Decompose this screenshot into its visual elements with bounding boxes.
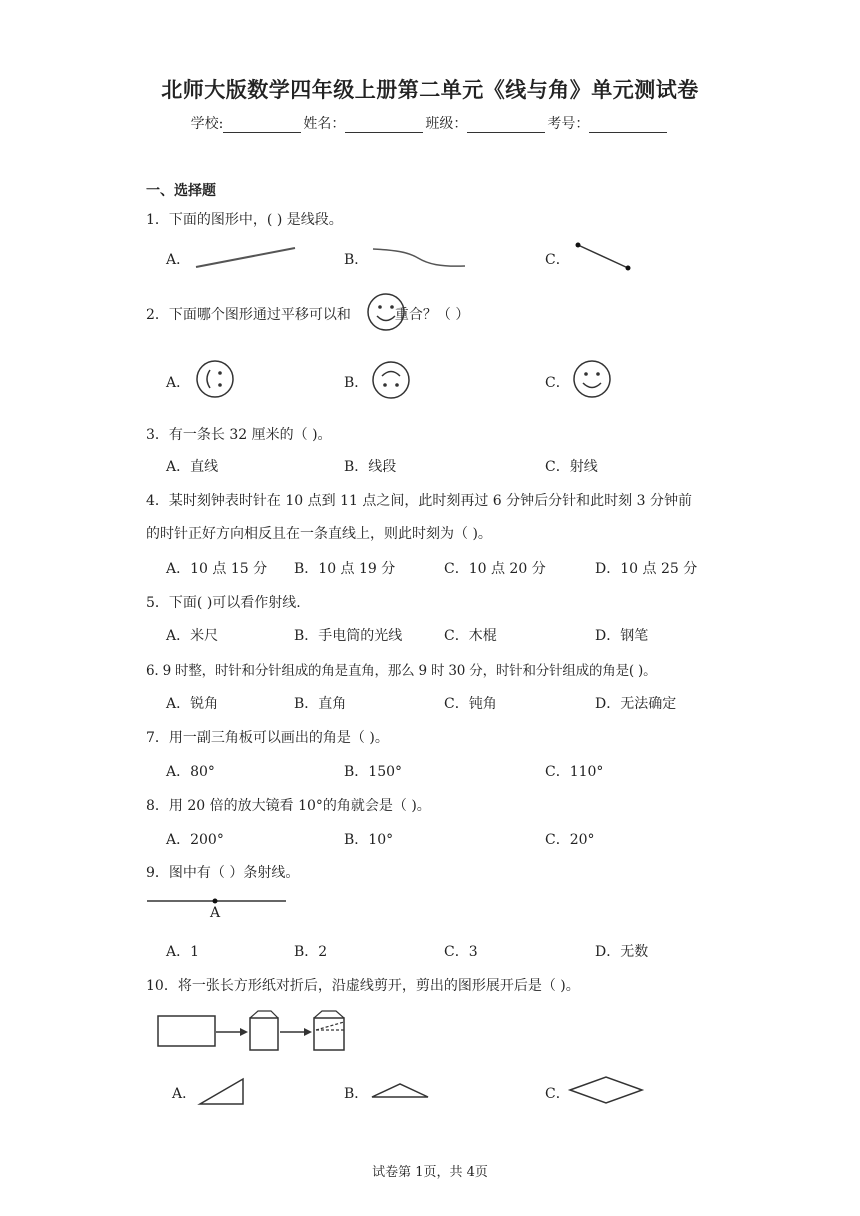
question-10-stem: 10．将一张长方形纸对折后，沿虚线剪开，剪出的图形展开后是（ )。 — [146, 978, 580, 994]
q8-option-b[interactable]: B．10° — [344, 832, 394, 848]
q9-option-a[interactable]: A．1 — [166, 944, 200, 960]
q10-dashed-cut-line — [316, 1022, 344, 1030]
q4-option-a[interactable]: A．10 点 15 分 — [166, 561, 268, 577]
question-5-stem: 5．下面( )可以看作射线. — [146, 595, 301, 611]
q6-option-c[interactable]: C．钝角 — [444, 696, 497, 712]
question-1-stem: 1．下面的图形中，( ) 是线段。 — [146, 212, 343, 228]
q3-option-c[interactable]: C．射线 — [545, 459, 598, 475]
page-title: 北师大版数学四年级上册第二单元《线与角》单元测试卷 — [161, 77, 699, 102]
page-footer: 试卷第 1页，共 4页 — [372, 1165, 488, 1180]
q10-option-a-right-triangle — [200, 1079, 243, 1104]
q2-option-c[interactable]: C． — [545, 375, 570, 391]
q10-option-b[interactable]: B． — [344, 1086, 369, 1102]
q7-option-c[interactable]: C．110° — [545, 764, 604, 780]
section-title: 一、选择题 — [146, 183, 216, 199]
q9-point-label: A — [210, 905, 221, 921]
q10-option-b-triangle — [372, 1084, 428, 1097]
q5-option-c[interactable]: C．木棍 — [444, 628, 497, 644]
q9-option-d[interactable]: D．无数 — [595, 944, 649, 960]
exam-no-label: 考号： — [547, 116, 590, 132]
q1-option-a[interactable]: A． — [166, 252, 191, 268]
q10-cut-paper — [314, 1018, 344, 1050]
q6-option-a[interactable]: A．锐角 — [166, 696, 219, 712]
question-3-stem: 3．有一条长 32 厘米的（ )。 — [146, 427, 332, 443]
q5-option-a[interactable]: A．米尺 — [166, 628, 219, 644]
question-9-stem: 9．图中有（ ）条射线。 — [146, 865, 300, 881]
q10-option-c[interactable]: C． — [545, 1086, 570, 1102]
q1-option-c[interactable]: C． — [545, 252, 570, 268]
q10-paper-rect — [158, 1016, 215, 1046]
q1-option-b[interactable]: B． — [344, 252, 369, 268]
q8-option-a[interactable]: A．200° — [166, 832, 224, 848]
school-label: 学校: — [190, 116, 224, 132]
q4-option-b[interactable]: B．10 点 19 分 — [294, 561, 396, 577]
q3-option-b[interactable]: B．线段 — [344, 459, 397, 475]
q10-option-a[interactable]: A． — [172, 1086, 197, 1102]
q7-option-a[interactable]: A．80° — [166, 764, 215, 780]
q5-option-b[interactable]: B．手电筒的光线 — [294, 628, 403, 644]
q2-stem-before: 2．下面哪个图形通过平移可以和 — [146, 307, 351, 323]
q10-folded-paper — [250, 1018, 278, 1050]
q6-option-d[interactable]: D．无法确定 — [595, 696, 677, 712]
q2-stem-after: 重合？（ ） — [394, 307, 470, 323]
question-7-stem: 7．用一副三角板可以画出的角是（ )。 — [146, 730, 389, 746]
question-4-stem-line1: 4．某时刻钟表时针在 10 点到 11 点之间，此时刻再过 6 分钟后分针和此时刻 3 分钟前 — [146, 493, 692, 509]
question-6-stem: 6. 9 时整，时针和分针组成的角是直角，那么 9 时 30 分，时针和分针组成的角是( )。 — [146, 663, 657, 679]
q6-option-b[interactable]: B．直角 — [294, 696, 347, 712]
question-4-stem-line2: 的时针正好方向相反且在一条直线上，则此时刻为（ )。 — [146, 526, 492, 542]
q2-option-b[interactable]: B． — [344, 375, 369, 391]
q2-option-a[interactable]: A． — [166, 375, 191, 391]
name-label: 姓名： — [303, 116, 346, 132]
q7-option-b[interactable]: B．150° — [344, 764, 403, 780]
q8-option-c[interactable]: C．20° — [545, 832, 595, 848]
class-label: 班级： — [425, 116, 468, 132]
q9-option-c[interactable]: C．3 — [444, 944, 478, 960]
q10-option-c-rhombus — [570, 1077, 642, 1103]
q4-option-d[interactable]: D．10 点 25 分 — [595, 561, 698, 577]
question-8-stem: 8．用 20 倍的放大镜看 10°的角就会是（ )。 — [146, 798, 431, 814]
q3-option-a[interactable]: A．直线 — [166, 459, 219, 475]
q4-option-c[interactable]: C．10 点 20 分 — [444, 561, 546, 577]
q5-option-d[interactable]: D．钢笔 — [595, 628, 649, 644]
q9-option-b[interactable]: B．2 — [294, 944, 328, 960]
